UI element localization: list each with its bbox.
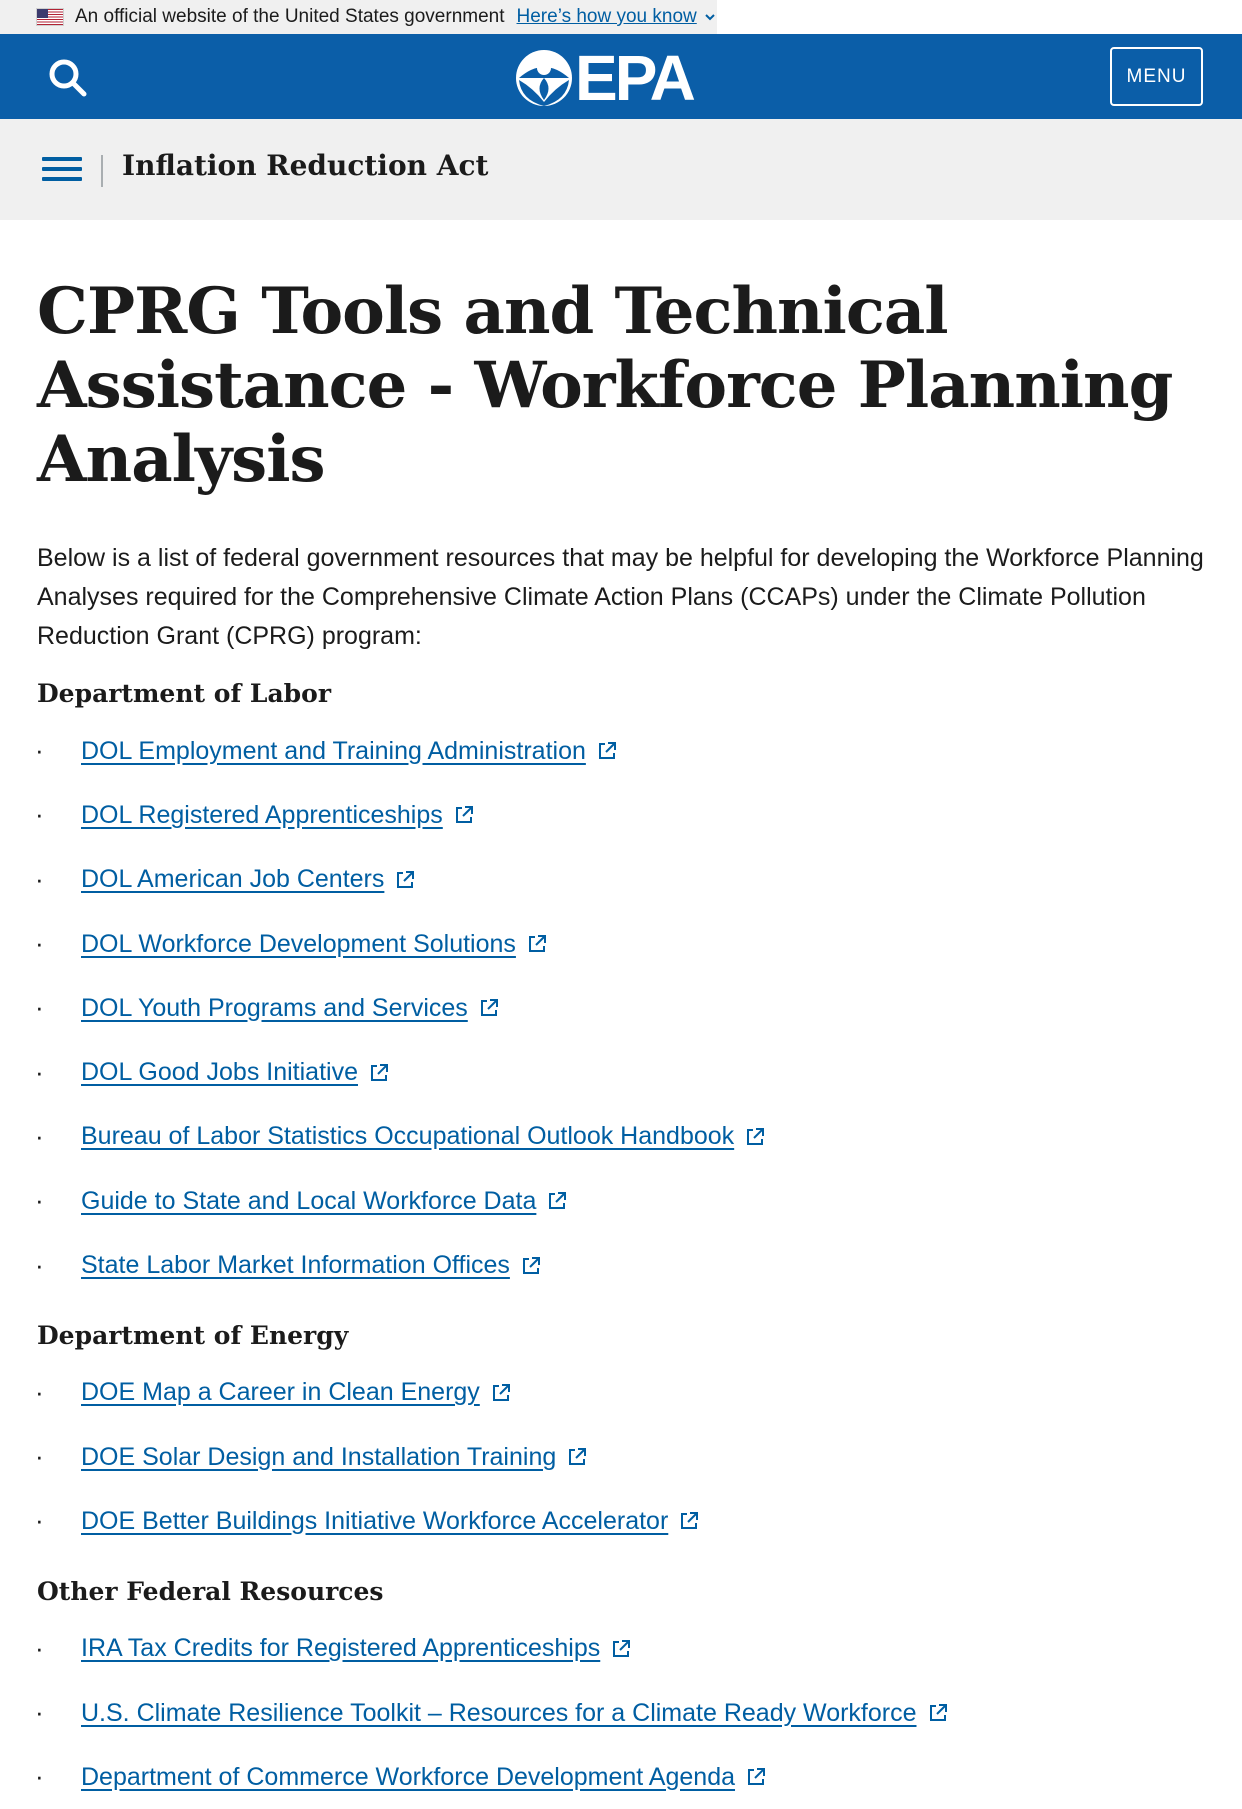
external-link-icon <box>745 1766 767 1788</box>
resource-link[interactable]: · U.S. Climate Resilience Toolkit – Resources for a Climate Ready Workforce <box>81 1699 949 1728</box>
external-link-icon <box>927 1702 949 1724</box>
list-item <box>37 1425 1217 1489</box>
list-item <box>37 783 1217 847</box>
resource-link[interactable]: · DOL Youth Programs and Services <box>81 994 500 1023</box>
external-link-icon <box>610 1638 632 1660</box>
subnav-divider <box>101 155 103 187</box>
external-link-icon <box>490 1382 512 1404</box>
resource-link[interactable]: · Guide to State and Local Workforce Data <box>81 1187 568 1216</box>
gov-banner <box>0 0 717 34</box>
subnav-bar <box>0 119 1242 220</box>
search-icon <box>44 54 92 102</box>
us-flag-icon <box>37 9 63 25</box>
list-item <box>37 1361 1217 1425</box>
gov-banner-text: An official website of the United States government <box>75 6 505 27</box>
external-link-icon <box>546 1190 568 1212</box>
list-item <box>37 1233 1217 1297</box>
resource-link[interactable]: · Bureau of Labor Statistics Occupational Outlook Handbook <box>81 1122 766 1151</box>
list-item <box>37 1105 1217 1169</box>
menu-button[interactable]: MENU <box>1110 47 1203 106</box>
epa-logo[interactable] <box>515 42 693 114</box>
labor-link-list <box>37 719 1217 1298</box>
heres-how-you-know-link[interactable]: Here’s how you know <box>516 6 697 27</box>
main-content <box>37 275 1217 1809</box>
list-item <box>37 848 1217 912</box>
list-item <box>37 719 1217 783</box>
list-item <box>37 976 1217 1040</box>
epa-wordmark: EPA <box>575 42 693 114</box>
external-link-icon <box>526 933 548 955</box>
external-link-icon <box>566 1446 588 1468</box>
external-link-icon <box>678 1510 700 1532</box>
section-heading-energy: Department of Energy <box>37 1320 349 1350</box>
intro-paragraph: Below is a list of federal government resources that may be helpful for developing the Workforce Planning Analyses required for the Comprehensive Climate Action Plans (CCAPs) under the Climate Pollution Reduction Grant (CPRG) program: <box>37 544 1204 650</box>
subnav-title-link[interactable]: Inflation Reduction Act <box>122 149 489 182</box>
list-item <box>37 1617 1217 1681</box>
page-title: CPRG Tools and Technical Assistance - Workforce Planning Analysis <box>37 274 1173 497</box>
external-link-icon <box>478 997 500 1019</box>
resource-link[interactable]: · DOL Employment and Training Administration <box>81 737 618 766</box>
resource-link[interactable]: · IRA Tax Credits for Registered Apprenticeships <box>81 1634 632 1663</box>
list-item <box>37 1681 1217 1745</box>
chevron-down-icon[interactable] <box>703 10 717 24</box>
resource-link[interactable]: · DOL Good Jobs Initiative <box>81 1058 390 1087</box>
hamburger-icon[interactable] <box>42 157 82 185</box>
search-button[interactable] <box>44 54 92 102</box>
site-header <box>0 34 1242 119</box>
external-link-icon <box>453 804 475 826</box>
other-link-list <box>37 1617 1217 1809</box>
external-link-icon <box>744 1126 766 1148</box>
list-item <box>37 1745 1217 1809</box>
external-link-icon <box>596 740 618 762</box>
resource-link[interactable]: · DOE Better Buildings Initiative Workforce Accelerator <box>81 1507 700 1536</box>
resource-link[interactable]: · Department of Commerce Workforce Development Agenda <box>81 1763 767 1792</box>
resource-link[interactable]: · DOL American Job Centers <box>81 865 416 894</box>
section-heading-other: Other Federal Resources <box>37 1576 384 1606</box>
resource-link[interactable]: · DOE Map a Career in Clean Energy <box>81 1378 512 1407</box>
energy-link-list <box>37 1361 1217 1554</box>
list-item <box>37 1040 1217 1104</box>
resource-link[interactable]: · DOL Registered Apprenticeships <box>81 801 475 830</box>
list-item <box>37 1489 1217 1553</box>
external-link-icon <box>394 869 416 891</box>
epa-seal-icon <box>515 48 573 108</box>
list-item <box>37 912 1217 976</box>
list-item <box>37 1169 1217 1233</box>
resource-link[interactable]: · DOL Workforce Development Solutions <box>81 930 548 959</box>
section-heading-labor: Department of Labor <box>37 679 332 708</box>
external-link-icon <box>520 1255 542 1277</box>
resource-link[interactable]: · State Labor Market Information Offices <box>81 1251 542 1280</box>
resource-link[interactable]: · DOE Solar Design and Installation Training <box>81 1443 588 1472</box>
external-link-icon <box>368 1062 390 1084</box>
